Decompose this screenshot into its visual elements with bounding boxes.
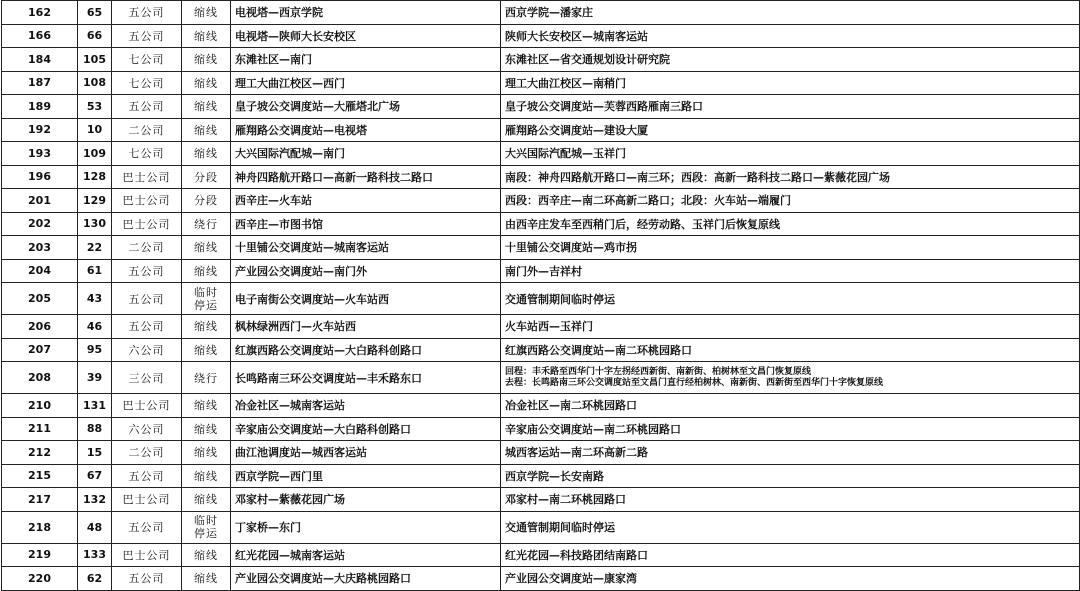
adjustment-type-cell: 缩线 (182, 236, 231, 260)
company-cell: 五公司 (112, 567, 182, 591)
adjustment-type-line: 临时 (194, 514, 218, 527)
sequence-number-cell: 53 (78, 95, 112, 119)
route-number-cell: 219 (2, 543, 78, 567)
original-route-cell: 长鸣路南三环公交调度站—丰禾路东口 (231, 362, 501, 394)
table-row (2, 189, 1080, 213)
company-cell: 五公司 (112, 24, 182, 48)
adjustment-type-cell: 缩线 (182, 1, 231, 25)
adjusted-route-cell: 由西辛庄发车至西稍门后，经劳动路、玉祥门后恢复原线 (501, 212, 1080, 236)
sequence-number-cell: 132 (78, 488, 112, 512)
company-cell: 二公司 (112, 236, 182, 260)
original-route-cell: 辛家庙公交调度站—大白路科创路口 (231, 417, 501, 441)
table-row (2, 464, 1080, 488)
adjusted-route-cell: 皇子坡公交调度站—芙蓉西路雁南三路口 (501, 95, 1080, 119)
company-cell: 巴士公司 (112, 189, 182, 213)
sequence-number-cell: 95 (78, 338, 112, 362)
adjustment-type-cell: 缩线 (182, 259, 231, 283)
company-cell: 二公司 (112, 118, 182, 142)
original-route-cell: 红旗西路公交调度站—大白路科创路口 (231, 338, 501, 362)
adjustment-type-cell: 绕行 (182, 212, 231, 236)
route-number-cell: 196 (2, 165, 78, 189)
sequence-number-cell: 131 (78, 394, 112, 418)
company-cell: 五公司 (112, 259, 182, 283)
company-cell: 七公司 (112, 48, 182, 72)
table-row (2, 1, 1080, 25)
original-route-cell: 红光花园—城南客运站 (231, 543, 501, 567)
route-number-cell: 204 (2, 259, 78, 283)
sequence-number-cell: 128 (78, 165, 112, 189)
original-route-cell: 枫林绿洲西门—火车站西 (231, 315, 501, 339)
route-number-cell: 192 (2, 118, 78, 142)
adjustment-type-cell: 缩线 (182, 142, 231, 166)
table-row (2, 118, 1080, 142)
table-row (2, 315, 1080, 339)
adjusted-route-cell: 理工大曲江校区—南稍门 (501, 71, 1080, 95)
route-number-cell: 166 (2, 24, 78, 48)
table-row (2, 338, 1080, 362)
sequence-number-cell: 130 (78, 212, 112, 236)
table-row (2, 362, 1080, 394)
route-number-cell: 201 (2, 189, 78, 213)
sequence-number-cell: 67 (78, 464, 112, 488)
adjustment-type-cell: 绕行 (182, 362, 231, 394)
adjustment-type-cell: 缩线 (182, 441, 231, 465)
adjustment-type-cell: 缩线 (182, 567, 231, 591)
original-route-cell: 产业园公交调度站—南门外 (231, 259, 501, 283)
original-route-cell: 大兴国际汽配城—南门 (231, 142, 501, 166)
table-row (2, 95, 1080, 119)
adjustment-type-cell: 缩线 (182, 394, 231, 418)
adjusted-route-cell: 雁翔路公交调度站—建设大厦 (501, 118, 1080, 142)
sequence-number-cell: 66 (78, 24, 112, 48)
adjusted-route-cell: 南门外—吉祥村 (501, 259, 1080, 283)
company-cell: 巴士公司 (112, 212, 182, 236)
company-cell: 六公司 (112, 417, 182, 441)
adjustment-type-cell: 缩线 (182, 48, 231, 72)
original-route-cell: 西辛庄—火车站 (231, 189, 501, 213)
table-row (2, 212, 1080, 236)
table-row (2, 48, 1080, 72)
table-row (2, 394, 1080, 418)
sequence-number-cell: 46 (78, 315, 112, 339)
original-route-cell: 十里铺公交调度站—城南客运站 (231, 236, 501, 260)
sequence-number-cell: 15 (78, 441, 112, 465)
adjusted-route-cell: 邓家村—南二环桃园路口 (501, 488, 1080, 512)
route-number-cell: 220 (2, 567, 78, 591)
adjusted-route-cell: 十里铺公交调度站—鸡市拐 (501, 236, 1080, 260)
sequence-number-cell: 65 (78, 1, 112, 25)
adjusted-route-cell: 西京学院—潘家庄 (501, 1, 1080, 25)
adjustment-type-cell: 分段 (182, 189, 231, 213)
original-route-cell: 电视塔—陕师大长安校区 (231, 24, 501, 48)
adjustment-type-cell: 缩线 (182, 338, 231, 362)
table-row (2, 543, 1080, 567)
original-route-cell: 东滩社区—南门 (231, 48, 501, 72)
route-number-cell: 210 (2, 394, 78, 418)
route-number-cell: 212 (2, 441, 78, 465)
adjusted-route-cell: 产业园公交调度站—康家湾 (501, 567, 1080, 591)
sequence-number-cell: 88 (78, 417, 112, 441)
adjustment-type-cell: 缩线 (182, 24, 231, 48)
company-cell: 二公司 (112, 441, 182, 465)
original-route-cell: 雁翔路公交调度站—电视塔 (231, 118, 501, 142)
sequence-number-cell: 109 (78, 142, 112, 166)
original-route-cell: 产业园公交调度站—大庆路桃园路口 (231, 567, 501, 591)
adjusted-route-cell: 东滩社区—省交通规划设计研究院 (501, 48, 1080, 72)
original-route-cell: 曲江池调度站—城西客运站 (231, 441, 501, 465)
adjusted-route-line: 回程：丰禾路至西华门十字左拐经西新街、南新街、柏树林至文昌门恢复原线 (505, 366, 812, 377)
table-row (2, 236, 1080, 260)
adjustment-type-cell (182, 283, 231, 315)
original-route-cell: 西京学院—西门里 (231, 464, 501, 488)
adjustment-type-cell: 缩线 (182, 315, 231, 339)
adjusted-route-cell: 南段：神舟四路航开路口—南三环；西段：高新一路科技二路口—紫薇花园广场 (501, 165, 1080, 189)
route-adjustment-table (1, 0, 1080, 591)
sequence-number-cell: 61 (78, 259, 112, 283)
original-route-cell: 冶金社区—城南客运站 (231, 394, 501, 418)
table-row (2, 142, 1080, 166)
adjustment-type-cell: 缩线 (182, 95, 231, 119)
company-cell: 五公司 (112, 511, 182, 543)
company-cell: 五公司 (112, 464, 182, 488)
company-cell: 巴士公司 (112, 488, 182, 512)
company-cell: 巴士公司 (112, 394, 182, 418)
company-cell: 巴士公司 (112, 543, 182, 567)
route-number-cell: 162 (2, 1, 78, 25)
sequence-number-cell: 43 (78, 283, 112, 315)
sequence-number-cell: 129 (78, 189, 112, 213)
sequence-number-cell: 39 (78, 362, 112, 394)
route-number-cell: 208 (2, 362, 78, 394)
adjusted-route-cell: 交通管制期间临时停运 (501, 511, 1080, 543)
adjusted-route-cell: 红光花园—科技路团结南路口 (501, 543, 1080, 567)
original-route-cell: 理工大曲江校区—西门 (231, 71, 501, 95)
adjustment-type-cell: 缩线 (182, 71, 231, 95)
adjusted-route-cell: 陕师大长安校区—城南客运站 (501, 24, 1080, 48)
original-route-cell: 电子南街公交调度站—火车站西 (231, 283, 501, 315)
company-cell: 六公司 (112, 338, 182, 362)
route-number-cell: 217 (2, 488, 78, 512)
company-cell: 五公司 (112, 95, 182, 119)
sequence-number-cell: 22 (78, 236, 112, 260)
sequence-number-cell: 108 (78, 71, 112, 95)
adjusted-route-cell: 红旗西路公交调度站—南二环桃园路口 (501, 338, 1080, 362)
adjustment-type-line: 停运 (194, 298, 218, 312)
table-row (2, 417, 1080, 441)
adjusted-route-cell: 西段：西辛庄—南二环高新二路口；北段：火车站—端履门 (501, 189, 1080, 213)
route-number-cell: 207 (2, 338, 78, 362)
route-number-cell: 193 (2, 142, 78, 166)
original-route-cell: 神舟四路航开路口—高新一路科技二路口 (231, 165, 501, 189)
table-row (2, 259, 1080, 283)
route-number-cell: 206 (2, 315, 78, 339)
route-number-cell: 202 (2, 212, 78, 236)
adjusted-route-cell: 冶金社区—南二环桃园路口 (501, 394, 1080, 418)
adjustment-type-line: 停运 (194, 527, 218, 540)
route-number-cell: 211 (2, 417, 78, 441)
company-cell: 五公司 (112, 283, 182, 315)
adjusted-route-cell: 大兴国际汽配城—玉祥门 (501, 142, 1080, 166)
original-route-cell: 邓家村—紫薇花园广场 (231, 488, 501, 512)
adjustment-type-cell (182, 511, 231, 543)
adjustment-type-cell: 缩线 (182, 543, 231, 567)
table-row (2, 71, 1080, 95)
adjustment-type-line: 临时 (194, 285, 218, 299)
sequence-number-cell: 105 (78, 48, 112, 72)
sequence-number-cell: 133 (78, 543, 112, 567)
route-number-cell: 184 (2, 48, 78, 72)
route-number-cell: 203 (2, 236, 78, 260)
sequence-number-cell: 48 (78, 511, 112, 543)
sequence-number-cell: 10 (78, 118, 112, 142)
route-number-cell: 205 (2, 283, 78, 315)
company-cell: 五公司 (112, 315, 182, 339)
adjusted-route-cell: 火车站西—玉祥门 (501, 315, 1080, 339)
adjusted-route-cell: 辛家庙公交调度站—南二环桃园路口 (501, 417, 1080, 441)
adjustment-type-cell: 缩线 (182, 118, 231, 142)
table-row (2, 283, 1080, 315)
original-route-cell: 丁家桥—东门 (231, 511, 501, 543)
route-number-cell: 187 (2, 71, 78, 95)
company-cell: 三公司 (112, 362, 182, 394)
adjusted-route-cell: 城西客运站—南二环高新二路 (501, 441, 1080, 465)
adjusted-route-line: 去程：长鸣路南三环公交调度站至文昌门直行经柏树林、南新街、西新街至西华门十字恢复原线 (505, 377, 884, 388)
adjustment-type-cell: 缩线 (182, 464, 231, 488)
company-cell: 巴士公司 (112, 165, 182, 189)
table-row (2, 165, 1080, 189)
adjustment-type-cell: 缩线 (182, 488, 231, 512)
adjustment-type-cell: 分段 (182, 165, 231, 189)
company-cell: 五公司 (112, 1, 182, 25)
table-body (2, 1, 1080, 591)
original-route-cell: 皇子坡公交调度站—大雁塔北广场 (231, 95, 501, 119)
route-number-cell: 189 (2, 95, 78, 119)
adjusted-route-cell (501, 362, 1080, 394)
adjusted-route-cell: 西京学院—长安南路 (501, 464, 1080, 488)
route-number-cell: 215 (2, 464, 78, 488)
adjusted-route-cell: 交通管制期间临时停运 (501, 283, 1080, 315)
table-row (2, 441, 1080, 465)
company-cell: 七公司 (112, 142, 182, 166)
adjustment-type-cell: 缩线 (182, 417, 231, 441)
company-cell: 七公司 (112, 71, 182, 95)
table-row (2, 24, 1080, 48)
original-route-cell: 电视塔—西京学院 (231, 1, 501, 25)
table-row (2, 488, 1080, 512)
original-route-cell: 西辛庄—市图书馆 (231, 212, 501, 236)
sequence-number-cell: 62 (78, 567, 112, 591)
table-row (2, 567, 1080, 591)
table-row (2, 511, 1080, 543)
route-number-cell: 218 (2, 511, 78, 543)
